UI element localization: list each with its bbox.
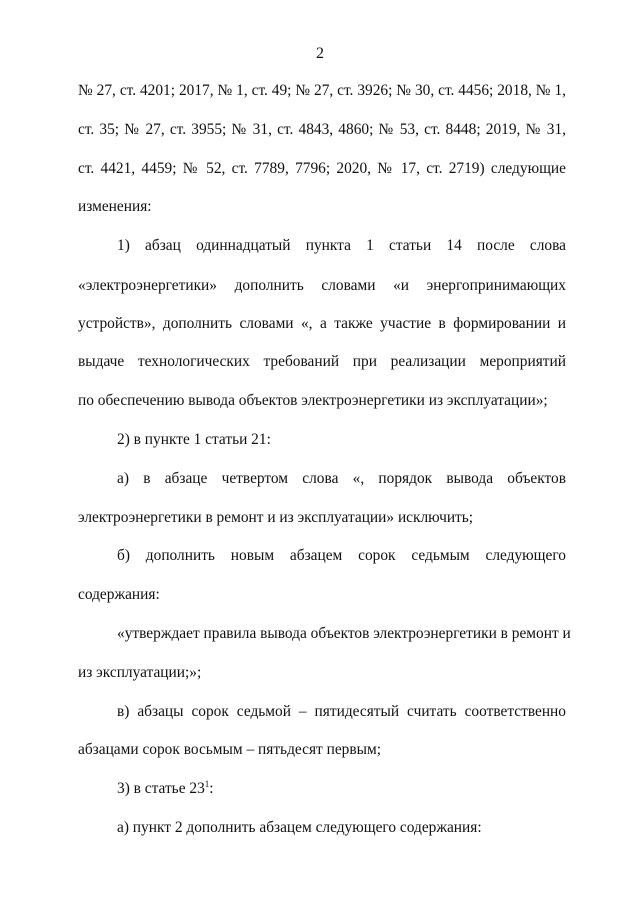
text-line: содержания: [78, 586, 160, 603]
text-line: «электроэнергетики» дополнить словами «и энергопринимающих [78, 277, 566, 294]
page-number: 2 [316, 45, 324, 62]
text-line: из эксплуатации;»; [78, 664, 202, 681]
article-reference: 3) в статье 23 [117, 780, 205, 797]
quoted-paragraph-first-line: «утверждает правила вывода объектов электроэнергетики в ремонт и [117, 625, 571, 642]
paragraph-first-line [117, 779, 566, 799]
text-line: электроэнергетики в ремонт и из эксплуатации» исключить; [78, 509, 474, 526]
text-line: выдаче технологических требований при реализации мероприятий [78, 353, 566, 370]
text-line: ст. 35; № 27, ст. 3955; № 31, ст. 4843, 4860; № 53, ст. 8448; 2019, № 31, [78, 121, 566, 138]
paragraph-first-line: в) абзацы сорок седьмой – пятидесятый считать соответственно [117, 703, 566, 720]
text-line: устройств», дополнить словами «, а также участие в формировании и [78, 315, 566, 332]
paragraph-first-line: 1) абзац одиннадцатый пункта 1 статьи 14 после слова [117, 237, 566, 254]
superscript: 1 [204, 779, 210, 789]
text-line: абзацами сорок восьмым – пятьдесят первым; [78, 741, 381, 758]
paragraph-first-line: б) дополнить новым абзацем сорок седьмым следующего [117, 547, 566, 564]
text-line: изменения: [78, 198, 152, 215]
paragraph-first-line: а) в абзаце четвертом слова «, порядок вывода объектов [117, 470, 566, 487]
text-line: по обеспечению вывода объектов электроэнергетики из эксплуатации»; [78, 392, 548, 409]
colon: : [209, 780, 214, 797]
text-line: № 27, ст. 4201; 2017, № 1, ст. 49; № 27, ст. 3926; № 30, ст. 4456; 2018, № 1, [78, 82, 566, 99]
paragraph-first-line: а) пункт 2 дополнить абзацем следующего содержания: [117, 819, 482, 836]
text-line: ст. 4421, 4459; № 52, ст. 7789, 7796; 2020, № 17, ст. 2719) следующие [78, 160, 566, 177]
paragraph-first-line: 2) в пункте 1 статьи 21: [117, 431, 271, 448]
